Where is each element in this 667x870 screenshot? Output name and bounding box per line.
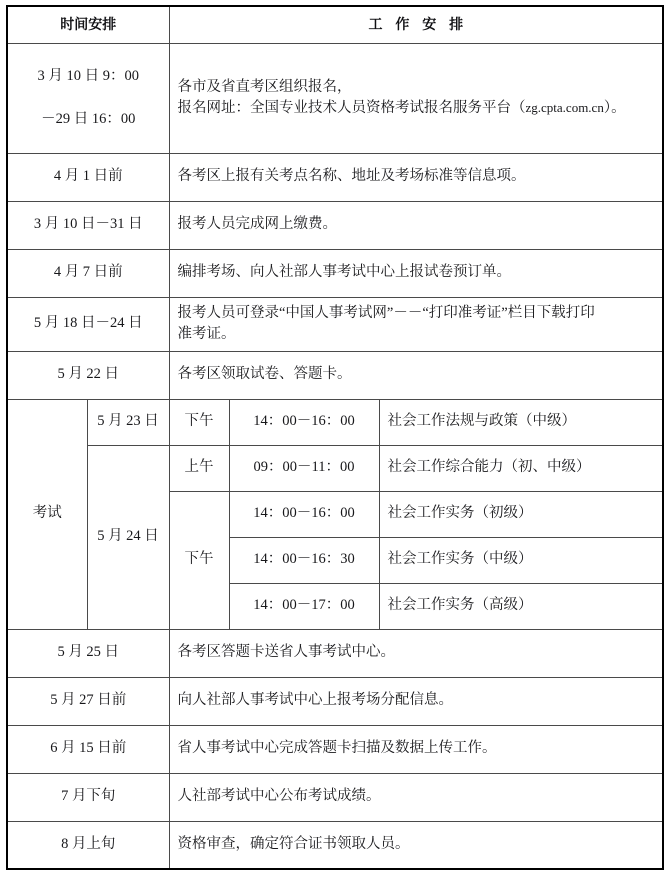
date-line-2: －29 日 16：00 xyxy=(41,111,136,128)
header-time-column: 时间安排 xyxy=(7,6,169,44)
date-line-1: 3 月 10 日 9：00 xyxy=(37,67,139,84)
table-row xyxy=(7,201,663,249)
task-line-2-suffix: ）。 xyxy=(603,100,626,117)
table-row xyxy=(7,773,663,821)
row-task-cell: 人社部考试中心公布考试成绩。 xyxy=(169,773,663,821)
exam-subject-cell: 社会工作综合能力（初、中级） xyxy=(379,445,663,491)
table-row xyxy=(7,297,663,351)
exam-day-cell: 5 月 23 日 xyxy=(87,399,169,445)
row-date-cell: 4 月 1 日前 xyxy=(7,153,169,201)
exam-row xyxy=(7,445,663,491)
registration-url: zg.cpta.com.cn xyxy=(525,100,604,116)
row-date-cell: 4 月 7 日前 xyxy=(7,249,169,297)
row-task-cell: 报考人员完成网上缴费。 xyxy=(169,201,663,249)
table-row xyxy=(7,677,663,725)
exam-half-cell: 下午 xyxy=(169,491,229,629)
row-date-cell: 5 月 25 日 xyxy=(7,629,169,677)
row-task-cell: 编排考场、向人社部人事考试中心上报试卷预订单。 xyxy=(169,249,663,297)
row-date-cell: 3 月 10 日－31 日 xyxy=(7,201,169,249)
exam-time-cell: 14：00－16：00 xyxy=(229,399,379,445)
exam-row xyxy=(7,399,663,445)
row-task-cell: 省人事考试中心完成答题卡扫描及数据上传工作。 xyxy=(169,725,663,773)
schedule-table xyxy=(6,5,664,870)
row-date-cell xyxy=(7,44,169,154)
table-header-row xyxy=(7,6,663,44)
exam-time-cell: 14：00－16：00 xyxy=(229,491,379,537)
row-date-cell: 7 月下旬 xyxy=(7,773,169,821)
exam-time-cell: 14：00－16：30 xyxy=(229,537,379,583)
row-task-cell: 各考区上报有关考点名称、地址及考场标准等信息项。 xyxy=(169,153,663,201)
exam-subject-cell: 社会工作实务（高级） xyxy=(379,583,663,629)
exam-block-label: 考试 xyxy=(7,399,87,629)
row-task-cell: 各考区答题卡送省人事考试中心。 xyxy=(169,629,663,677)
exam-subject-cell: 社会工作法规与政策（中级） xyxy=(379,399,663,445)
table-row xyxy=(7,629,663,677)
row-task-cell: 各考区领取试卷、答题卡。 xyxy=(169,351,663,399)
task-line-2 xyxy=(178,98,655,120)
exam-day-cell: 5 月 24 日 xyxy=(87,445,169,629)
task-line-1: 各市及省直考区组织报名， xyxy=(177,78,352,95)
exam-time-cell: 09：00－11：00 xyxy=(229,445,379,491)
header-work-column: 工 作 安 排 xyxy=(169,6,663,44)
row-date-cell: 6 月 15 日前 xyxy=(7,725,169,773)
row-task-cell: 向人社部人事考试中心上报考场分配信息。 xyxy=(169,677,663,725)
exam-subject-cell: 社会工作实务（中级） xyxy=(379,537,663,583)
table-row xyxy=(7,351,663,399)
row-task-cell xyxy=(169,44,663,154)
exam-time-cell: 14：00－17：00 xyxy=(229,583,379,629)
exam-half-cell: 下午 xyxy=(169,399,229,445)
row-task-cell xyxy=(169,297,663,351)
row-date-cell: 8 月上旬 xyxy=(7,821,169,869)
row-date-cell: 5 月 27 日前 xyxy=(7,677,169,725)
exam-subject-cell: 社会工作实务（初级） xyxy=(379,491,663,537)
table-row xyxy=(7,821,663,869)
row-date-cell: 5 月 22 日 xyxy=(7,351,169,399)
table-row xyxy=(7,153,663,201)
row-task-cell: 资格审查，确定符合证书领取人员。 xyxy=(169,821,663,869)
exam-half-cell: 上午 xyxy=(169,445,229,491)
task-line-2-prefix: 报名网址：全国专业技术人员资格考试报名服务平台（ xyxy=(177,100,526,117)
table-row xyxy=(7,44,663,154)
task-line-1: 报考人员可登录“中国人事考试网”－－“打印准考证”栏目下载打印 xyxy=(177,304,595,321)
table-row xyxy=(7,249,663,297)
table-row xyxy=(7,725,663,773)
task-line-2: 准考证。 xyxy=(177,326,236,343)
row-date-cell: 5 月 18 日－24 日 xyxy=(7,297,169,351)
